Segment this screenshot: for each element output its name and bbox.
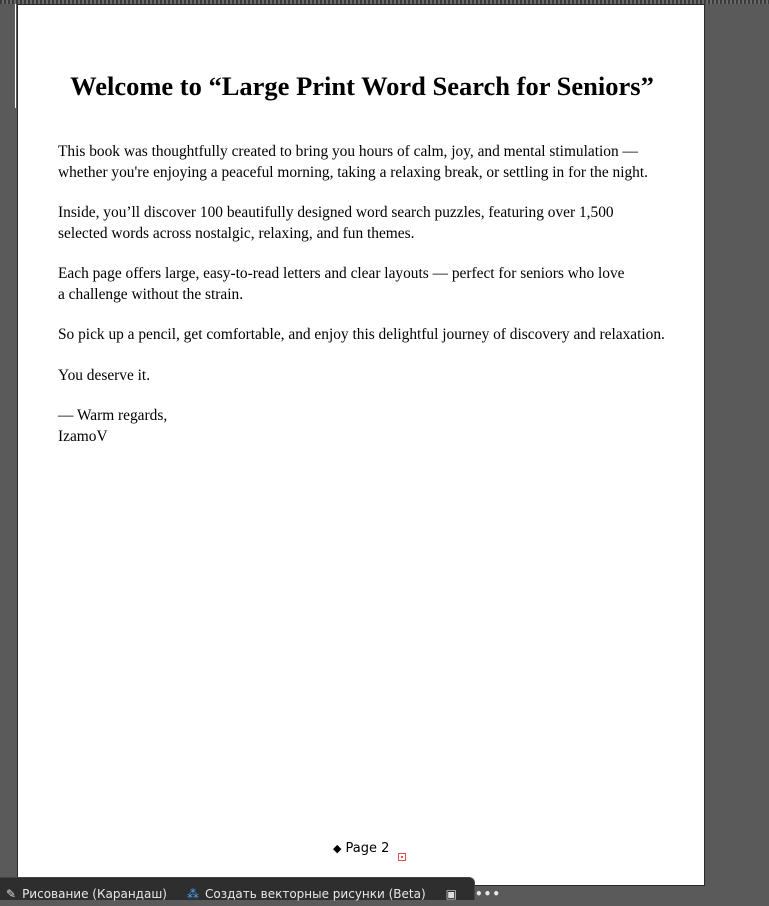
text-line: whether you're enjoying a peaceful morning, taking a relaxing break, or settling in for the night. (58, 163, 648, 181)
vector-sparkle-icon: ⁂ (187, 887, 199, 901)
page-number-label: Page 2 (345, 841, 390, 856)
contextual-taskbar (0, 877, 502, 901)
text-anchor-icon[interactable] (398, 853, 406, 861)
more-options-button[interactable] (469, 883, 507, 906)
text-line: You deserve it. (58, 366, 151, 384)
paragraph-signature (58, 406, 698, 447)
diamond-icon: ◆ (333, 842, 342, 855)
pencil-icon: ✎ (6, 887, 17, 901)
paragraph-each-page (58, 264, 698, 305)
text-line: Each page offers large, easy-to-read letters and clear layouts — perfect for seniors who love (58, 265, 625, 282)
text-line: IzamoV (58, 427, 108, 445)
body-text-frame[interactable] (58, 142, 698, 467)
generate-vector-button[interactable] (181, 883, 432, 906)
text-line: a challenge without the strain. (58, 285, 244, 303)
text-line: Inside, you’ll discover 100 beautifully designed word search puzzles, featuring over 1,500 (58, 204, 614, 221)
paragraph-pick-up (58, 325, 698, 346)
draw-pencil-label: Рисование (Карандаш) (22, 887, 167, 901)
image-settings-button[interactable] (440, 883, 469, 906)
page-footer[interactable] (333, 841, 389, 856)
image-settings-icon: ▣ (445, 887, 458, 901)
paragraph-inside (58, 203, 698, 244)
document-page[interactable] (17, 4, 705, 886)
paragraph-deserve (58, 366, 698, 387)
text-line: selected words across nostalgic, relaxing, and fun themes. (58, 224, 415, 242)
page-title[interactable]: Welcome to “Large Print Word Search for Seniors” (70, 71, 654, 101)
paragraph-intro (58, 142, 698, 183)
page-edge-marker (15, 4, 16, 108)
text-line: — Warm regards, (58, 407, 168, 424)
text-line: So pick up a pencil, get comfortable, and enjoy this delightful journey of discovery and relaxation. (58, 326, 665, 343)
draw-pencil-button[interactable] (0, 883, 173, 906)
text-line: This book was thoughtfully created to bring you hours of calm, joy, and mental stimulation — (58, 143, 638, 160)
generate-vector-label: Создать векторные рисунки (Beta) (205, 887, 426, 901)
more-options-icon: ••• (475, 887, 502, 901)
